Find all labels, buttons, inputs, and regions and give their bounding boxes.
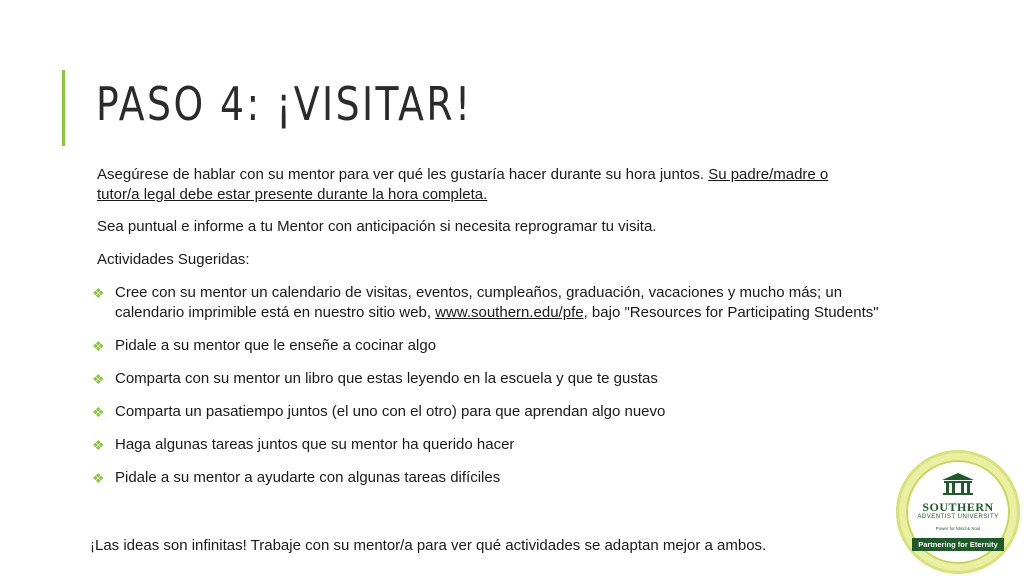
diamond-bullet-icon: ❖ (92, 338, 105, 354)
bullet-text: Haga algunas tareas juntos que su mentor ha querido hacer (115, 436, 515, 453)
activities-heading: Actividades Sugeridas: (97, 251, 250, 268)
bullet-text: Pidale a su mentor a ayudarte con algunas tareas difíciles (115, 469, 501, 486)
title-accent-bar (62, 70, 65, 146)
diamond-bullet-icon: ❖ (92, 371, 105, 387)
diamond-bullet-icon: ❖ (92, 285, 105, 301)
diamond-bullet-icon: ❖ (92, 437, 105, 453)
diamond-bullet-icon: ❖ (92, 404, 105, 420)
logo-name: SOUTHERN (922, 500, 994, 514)
diamond-bullet-icon: ❖ (92, 470, 105, 486)
logo-band: Partnering for Eternity (912, 538, 1004, 551)
bullet-text: Cree con su mentor un calendario de visitas, eventos, cumpleaños, graduación, vacaciones y mucho más; un calendario imprimible está en nuestro sitio web, (115, 284, 843, 321)
bullet-text: Comparta con su mentor un libro que estas leyendo en la escuela y que te gustas (115, 370, 658, 387)
intro-underlined-text: Su padre/madre o tutor/a legal debe estar presente durante la hora completa. (97, 166, 829, 203)
bullet-text-end: , bajo "Resources for Participating Students" (583, 304, 879, 321)
southern-university-logo (896, 450, 1020, 574)
activities-list (90, 283, 880, 501)
list-item (90, 283, 880, 323)
building-icon (940, 472, 976, 496)
slide-title: PASO 4: ¡VISITAR! (96, 77, 473, 131)
intro-text: Asegúrese de hablar con su mentor para ver qué les gustaría hacer durante su hora juntos. (97, 166, 709, 183)
list-item (90, 435, 880, 455)
punctuality-paragraph: Sea puntual e informe a tu Mentor con anticipación si necesita reprogramar tu visita. (97, 218, 657, 235)
bullet-text: Comparta un pasatiempo juntos (el uno con el otro) para que aprendan algo nuevo (115, 403, 666, 420)
logo-tagline: Power for Mind & Soul (935, 526, 981, 531)
list-item (90, 402, 880, 422)
bullet-text: Pidale a su mentor que le enseñe a cocinar algo (115, 337, 437, 354)
closing-text: ¡Las ideas son infinitas! Trabaje con su mentor/a para ver qué actividades se adaptan mejor a ambos. (90, 537, 767, 554)
list-item (90, 369, 880, 389)
pfe-website-link[interactable]: www.southern.edu/pfe (435, 304, 584, 321)
logo-subtitle: ADVENTIST UNIVERSITY (917, 514, 999, 520)
list-item (90, 336, 880, 356)
intro-paragraph (97, 165, 867, 205)
list-item (90, 468, 880, 488)
